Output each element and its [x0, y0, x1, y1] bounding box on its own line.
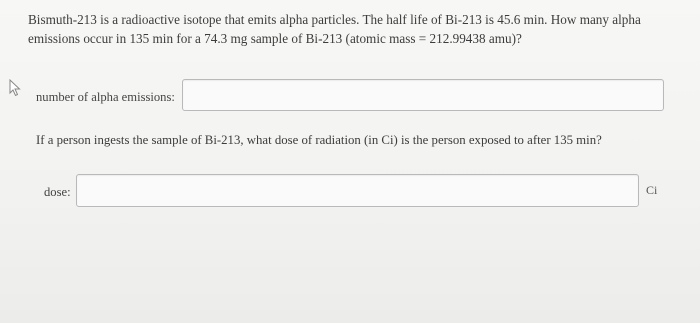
dose-input[interactable]: [76, 174, 639, 207]
alpha-emissions-input[interactable]: [182, 79, 664, 111]
question-text: [28, 10, 648, 48]
question-line-2: emissions occur in 135 min for a 74.3 mg sample of Bi-213 (atomic mass = 212.99438 amu)?: [28, 31, 522, 46]
question-2-text: If a person ingests the sample of Bi-213, what dose of radiation (in Ci) is the person exposed to after 135 min?: [36, 133, 602, 147]
mouse-pointer-icon: [8, 79, 22, 97]
dose-unit: Ci: [646, 183, 658, 197]
alpha-emissions-label: number of alpha emissions:: [36, 90, 175, 104]
dose-label: dose:: [44, 185, 71, 199]
question-line-1: Bismuth-213 is a radioactive isotope that emits alpha particles. The half life of Bi-213 is 45.6 min. How many alpha: [28, 12, 641, 27]
